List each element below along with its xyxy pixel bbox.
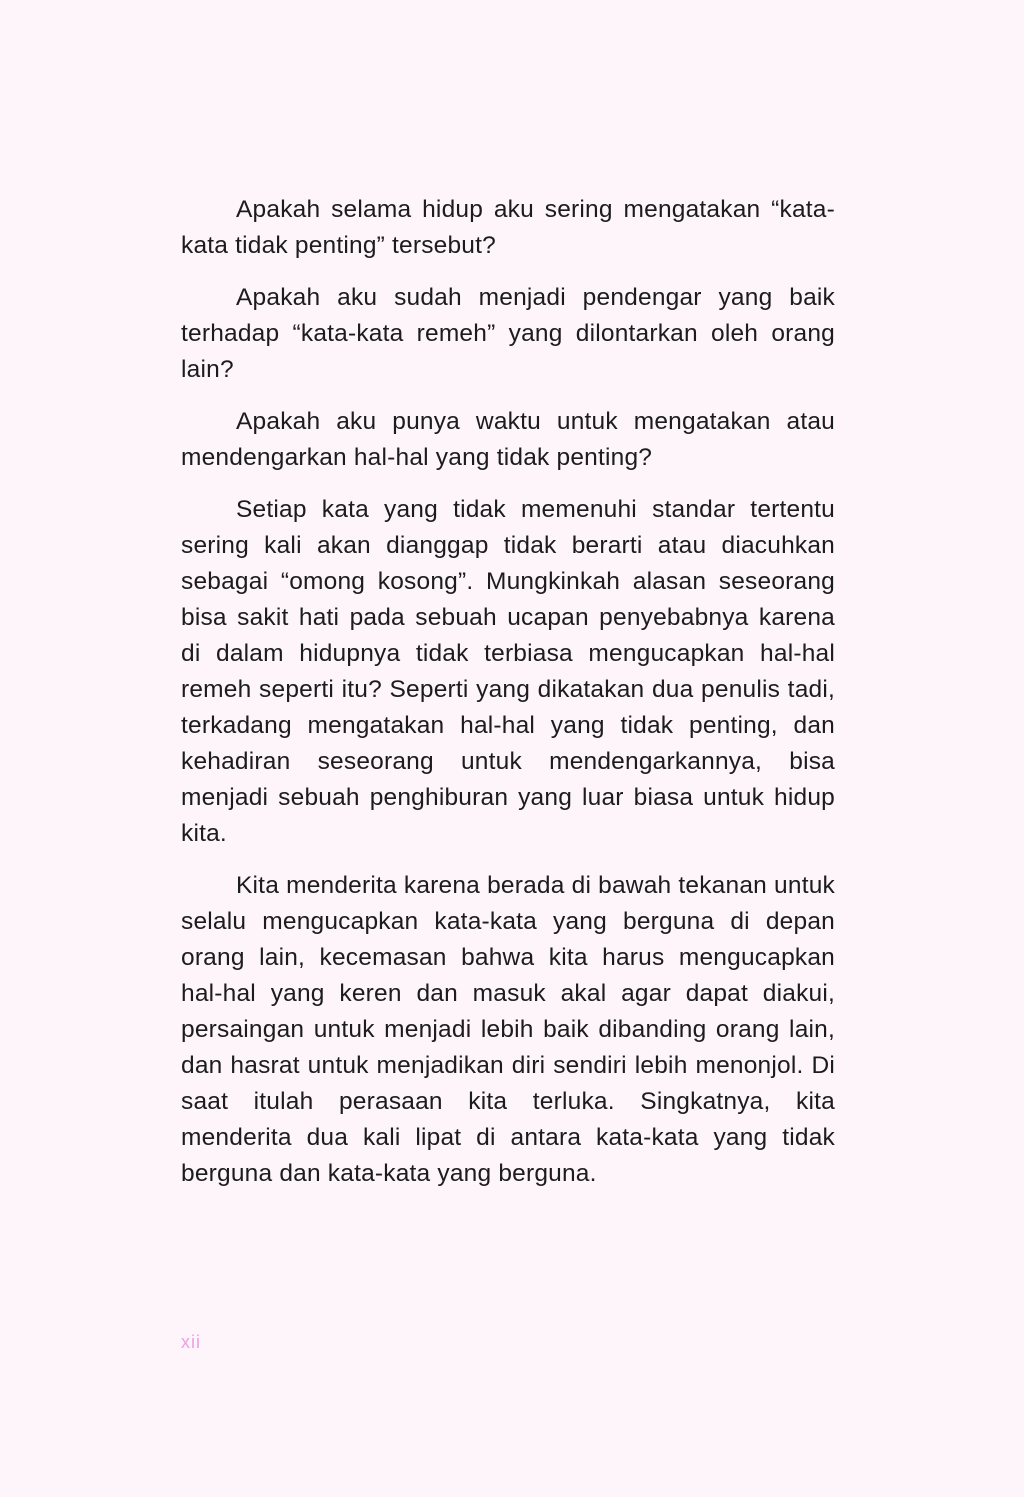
paragraph-4: Setiap kata yang tidak memenuhi standar tertentu sering kali akan dianggap tidak berarti atau diacuhkan sebagai “omong kosong”. Mungkinkah alasan seseorang bisa sakit hati pada sebuah ucapan penyebabnya karena di dalam hidupnya tidak terbiasa mengucapkan hal-hal remeh seperti itu? Seperti yang dikatakan dua penulis tadi, terkadang mengatakan hal-hal yang tidak penting, dan kehadiran seseorang untuk mendengarkannya, bisa menjadi sebuah penghiburan yang luar biasa untuk hidup kita.: [181, 496, 835, 847]
body-text: [181, 192, 835, 1208]
page-number: xii: [181, 1332, 201, 1352]
paragraph-3: Apakah aku punya waktu untuk mengatakan atau mendengarkan hal-hal yang tidak penting?: [181, 408, 835, 471]
paragraph-5: Kita menderita karena berada di bawah tekanan untuk selalu mengucapkan kata-kata yang berguna di depan orang lain, kecemasan bahwa kita harus mengucapkan hal-hal yang keren dan masuk akal agar dapat diakui, persaingan untuk menjadi lebih baik dibanding orang lain, dan hasrat untuk menjadikan diri sendiri lebih menonjol. Di saat itulah perasaan kita terluka. Singkatnya, kita menderita dua kali lipat di antara kata-kata yang tidak berguna dan kata-kata yang berguna.: [181, 872, 835, 1187]
paragraph-2: Apakah aku sudah menjadi pendengar yang baik terhadap “kata-kata remeh” yang dilontarkan oleh orang lain?: [181, 284, 835, 383]
paragraph-1: Apakah selama hidup aku sering mengatakan “kata-kata tidak penting” tersebut?: [181, 196, 835, 259]
